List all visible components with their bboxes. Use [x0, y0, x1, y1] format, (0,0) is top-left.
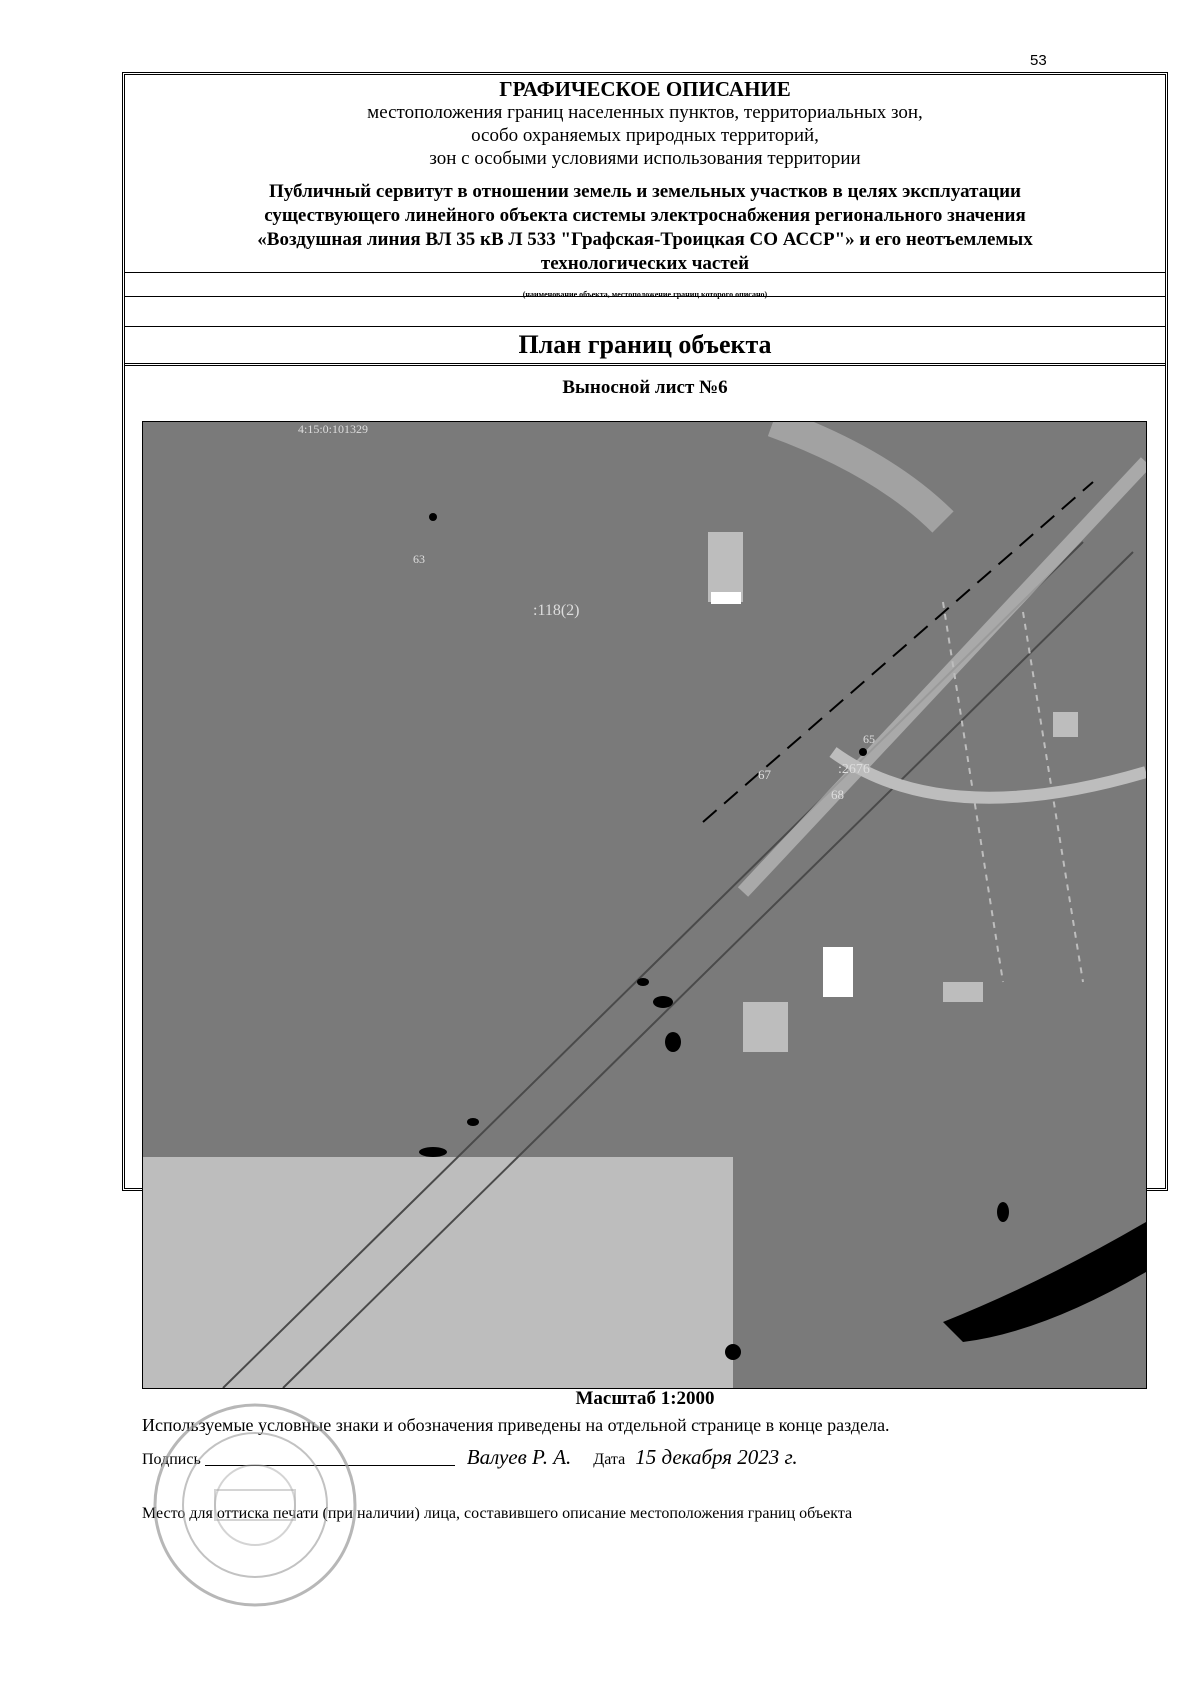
plan-title: План границ объекта	[518, 330, 772, 359]
map-label: 63	[413, 552, 425, 566]
subtitle-line: местоположения границ населенных пунктов, территориальных зон,	[367, 102, 923, 123]
subtitle-line: зон с особыми условиями использования территории	[429, 148, 861, 169]
object-name-line: существующего линейного объекта системы электроснабжения регионального значения	[264, 205, 1026, 226]
map-label: 4:15:0:101329	[298, 422, 369, 436]
page-number: 53	[1030, 52, 1047, 69]
header-box	[125, 75, 1165, 297]
sheet-title: Выносной лист №6	[562, 377, 728, 398]
signature-label: Подпись	[142, 1451, 201, 1468]
subtitle-line: особо охраняемых природных территорий,	[471, 125, 819, 146]
legend-note: Используемые условные знаки и обозначения приведены на отдельной странице в конце раздела.	[142, 1415, 890, 1435]
divider	[125, 272, 1165, 273]
date-label: Дата	[593, 1451, 626, 1468]
map-label: 68	[831, 787, 844, 802]
object-name-line: Публичный сервитут в отношении земель и земельных участков в целях эксплуатации	[269, 181, 1021, 202]
document-title: ГРАФИЧЕСКОЕ ОПИСАНИЕ	[499, 77, 791, 101]
map-graphic	[143, 422, 1146, 1388]
date-value: 15 декабря 2023 г.	[635, 1445, 798, 1469]
map-label: :118(2)	[533, 602, 580, 619]
document-frame	[122, 72, 1168, 1522]
seal-stamp	[145, 1395, 365, 1615]
object-caption: (наименование объекта, местоположение границ которого описано)	[522, 290, 768, 299]
object-name-line: «Воздушная линия ВЛ 35 кВ Л 533 "Графская-Троицкая СО АССР"» и его неотъемлемых	[257, 229, 1033, 250]
map-label: :2676	[838, 762, 870, 777]
map-label: 67	[758, 767, 771, 782]
boundary-map	[142, 421, 1147, 1389]
object-name	[125, 180, 1165, 276]
signer-name: Валуев Р. А.	[466, 1445, 572, 1469]
map-label: 65	[863, 732, 875, 746]
map-scale: Масштаб 1:2000	[575, 1388, 715, 1409]
stamp-note: Место для оттиска печати (при наличии) лица, составившего описание местоположения границ объекта	[142, 1505, 853, 1522]
plan-title-box	[125, 326, 1165, 366]
object-name-line: технологических частей	[540, 253, 750, 274]
